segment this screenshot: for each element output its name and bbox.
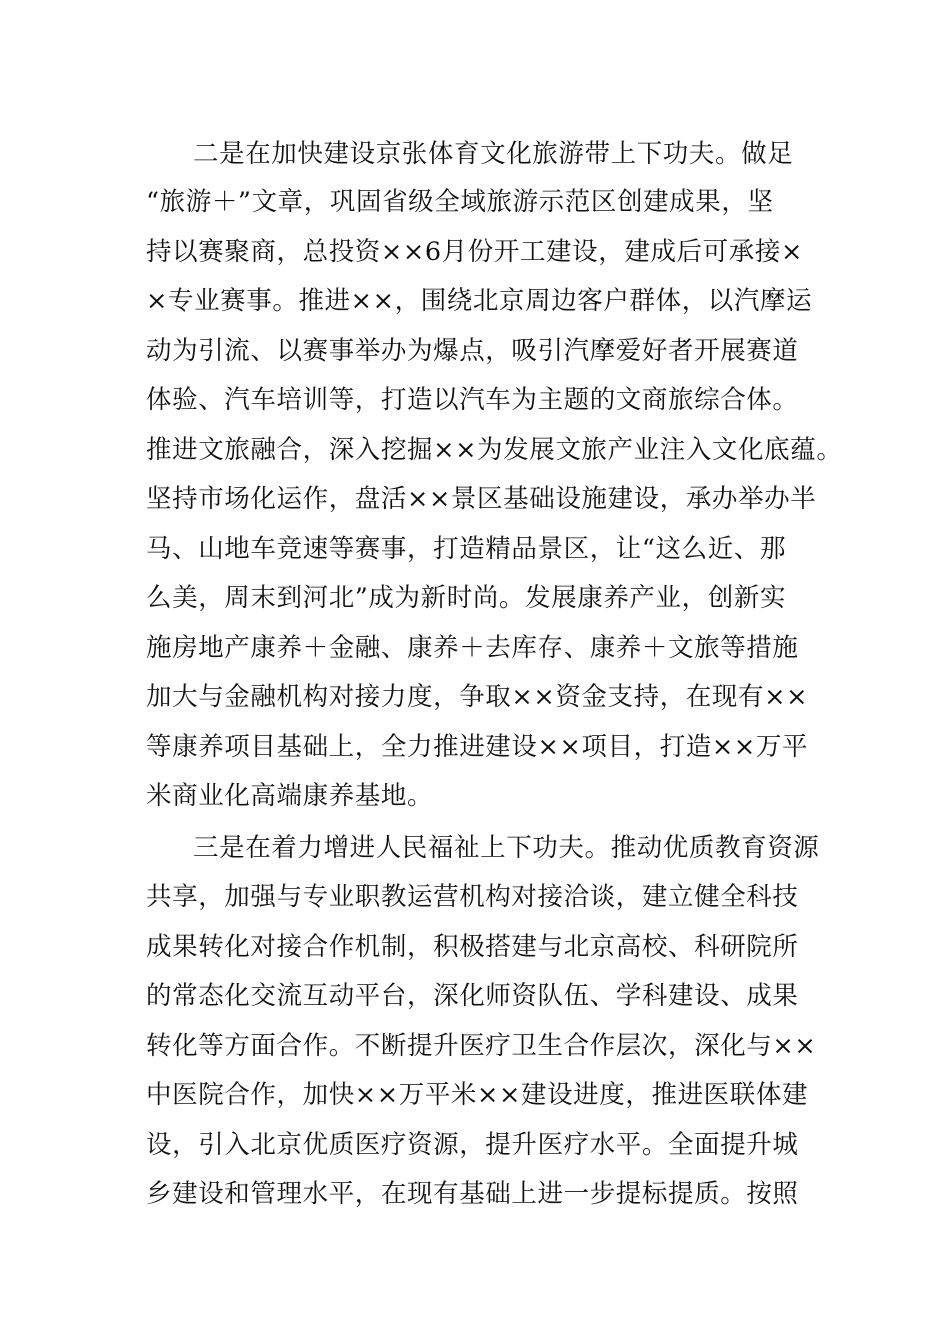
paragraph-1-line-2: “旅游＋”文章，巩固省级全域旅游示范区创建成果，坚	[146, 187, 774, 217]
paragraph-2-line-5: 转化等方面合作。不断提升医疗卫生合作层次，深化与××	[146, 1031, 817, 1061]
paragraph-2-line-7: 设，引入北京优质医疗资源，提升医疗水平。全面提升城	[146, 1130, 799, 1160]
paragraph-2-line-1: 三是在着力增进人民福祉上下功夫。推动优质教育资源	[193, 833, 820, 863]
paragraph-1-line-3: 持以赛聚商，总投资××6月份开工建设，建成后可承接×	[146, 237, 803, 267]
paragraph-1-line-10: 么美，周末到河北”成为新时尚。发展康养产业，创新实	[146, 583, 787, 613]
paragraph-2-line-4: 的常态化交流互动平台，深化师资队伍、学科建设、成果	[146, 981, 799, 1011]
paragraph-2-line-3: 成果转化对接合作机制，积极搭建与北京高校、科研院所	[146, 932, 799, 962]
paragraph-1-line-6: 体验、汽车培训等，打造以汽车为主题的文商旅综合体。	[146, 385, 799, 415]
paragraph-2-line-6: 中医院合作，加快××万平米××建设进度，推进医联体建	[146, 1080, 809, 1110]
paragraph-1-line-13: 等康养项目基础上，全力推进建设××项目，打造××万平	[146, 732, 809, 762]
paragraph-1-line-1: 二是在加快建设京张体育文化旅游带上下功夫。做足	[193, 139, 794, 169]
paragraph-1-line-14: 米商业化高端康养基地。	[146, 781, 434, 811]
paragraph-2-line-2: 共享，加强与专业职教运营机构对接洽谈，建立健全科技	[146, 882, 799, 912]
paragraph-1-line-7: 推进文旅融合，深入挖掘××为发展文旅产业注入文化底蕴。	[146, 435, 843, 465]
paragraph-1-line-5: 动为引流、以赛事举办为爆点，吸引汽摩爱好者开展赛道	[146, 336, 799, 366]
paragraph-1-line-12: 加大与金融机构对接力度，争取××资金支持，在现有××	[146, 682, 809, 712]
paragraph-1-line-11: 施房地产康养＋金融、康养＋去库存、康养＋文旅等措施	[146, 633, 799, 663]
paragraph-1-line-4: ×专业赛事。推进××，围绕北京周边客户群体，以汽摩运	[146, 286, 813, 316]
paragraph-1-line-9: 马、山地车竞速等赛事，打造精品景区，让“这么近、那	[146, 534, 787, 564]
paragraph-1-line-8: 坚持市场化运作，盘活××景区基础设施建设，承办举办半	[146, 484, 817, 514]
paragraph-2-line-8: 乡建设和管理水平，在现有基础上进一步提标提质。按照	[146, 1179, 799, 1209]
